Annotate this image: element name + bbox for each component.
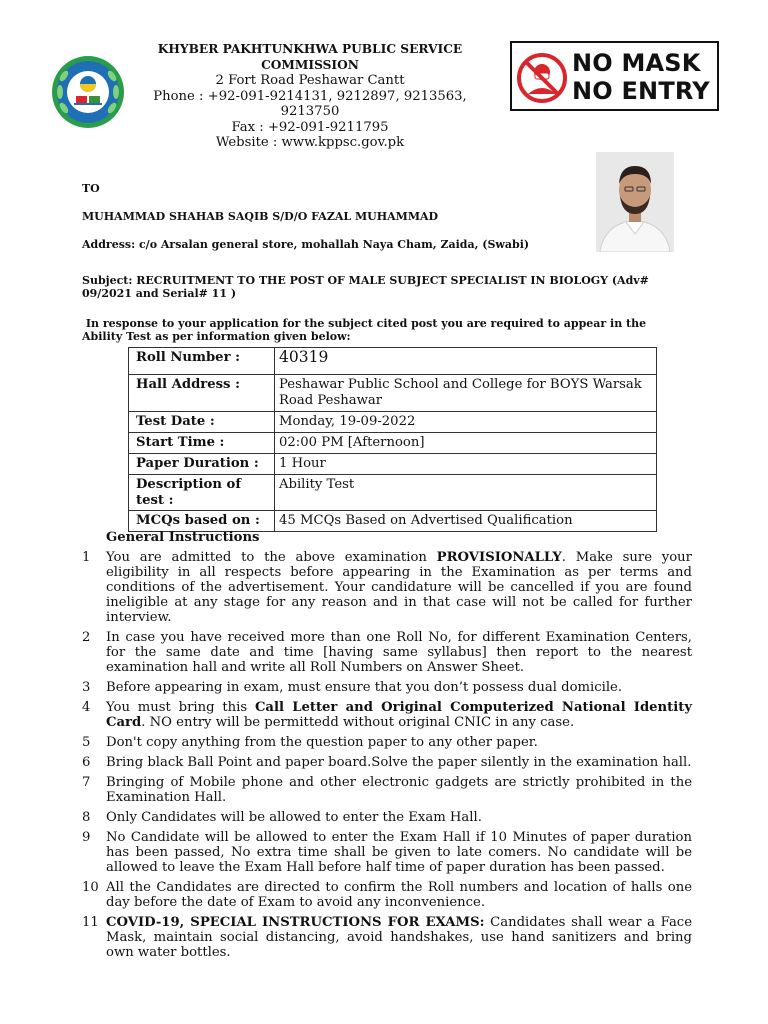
table-row xyxy=(129,475,657,511)
item-text: COVID-19, SPECIAL INSTRUCTIONS FOR EXAMS: Candidates shall wear a Face Mask, maintain social distancing, avoid handshakes, use hand sanitizers and bring own water bottles. xyxy=(106,915,692,960)
intro-text: In response to your application for the subject cited post you are required to appear in the Ability Test as per information given below: xyxy=(82,317,647,343)
list-item xyxy=(82,775,692,805)
general-instructions-title: General Instructions xyxy=(106,530,260,545)
item-number: 5 xyxy=(82,735,91,750)
row-label: Paper Duration : xyxy=(129,454,275,475)
mcqs-basis-value: 45 MCQs Based on Advertised Qualification xyxy=(275,511,657,532)
item-text: Don't copy anything from the question paper to any other paper. xyxy=(106,735,538,750)
banner-line-2: NO ENTRY xyxy=(572,77,710,105)
list-item xyxy=(82,550,692,625)
table-row xyxy=(129,454,657,475)
list-item xyxy=(82,830,692,875)
list-item xyxy=(82,915,692,960)
row-label: Roll Number : xyxy=(129,348,275,375)
banner-line-1: NO MASK xyxy=(572,49,701,77)
list-item xyxy=(82,735,692,750)
row-label: Start Time : xyxy=(129,433,275,454)
item-text: No Candidate will be allowed to enter the Exam Hall if 10 Minutes of paper duration has been passed, No extra time shall be given to late comers. No candidate will be allowed to leave the Exam Hall before half time of paper duration has been passed. xyxy=(106,830,692,875)
instructions-list xyxy=(82,550,692,965)
list-item xyxy=(82,700,692,730)
list-item xyxy=(82,680,692,695)
item-number: 4 xyxy=(82,700,91,715)
letterhead xyxy=(130,42,490,151)
item-number: 10 xyxy=(82,880,99,895)
intro-paragraph xyxy=(82,317,682,343)
item-number: 9 xyxy=(82,830,91,845)
to-label: TO xyxy=(82,182,100,195)
row-label: Description of test : xyxy=(129,475,275,511)
organization-phone: Phone : +92-091-9214131, 9212897, 9213563, 9213750 xyxy=(153,88,467,119)
no-mask-text xyxy=(572,49,710,105)
list-item xyxy=(82,755,692,770)
item-text: Only Candidates will be allowed to enter the Exam Hall. xyxy=(106,810,482,825)
roll-number-value: 40319 xyxy=(275,348,657,375)
list-item xyxy=(82,880,692,910)
item-number: 8 xyxy=(82,810,91,825)
item-number: 11 xyxy=(82,915,99,930)
item-text: In case you have received more than one Roll No, for different Examination Centers, for the same date and time [having same syllabus] then report to the nearest examination hall and write all Roll Numbers on Answer Sheet. xyxy=(106,630,692,675)
candidate-name: MUHAMMAD SHAHAB SAQIB S/D/O FAZAL MUHAMMAD xyxy=(82,210,439,223)
list-item xyxy=(82,630,692,675)
item-text: Before appearing in exam, must ensure that you don’t possess dual domicile. xyxy=(106,680,623,695)
table-row xyxy=(129,412,657,433)
row-label: Hall Address : xyxy=(129,375,275,412)
no-mask-banner xyxy=(510,41,719,111)
candidate-photo xyxy=(596,152,674,252)
kppsc-logo xyxy=(50,54,126,130)
table-row xyxy=(129,511,657,532)
row-label: Test Date : xyxy=(129,412,275,433)
subject-line: Subject: RECRUITMENT TO THE POST OF MALE SUBJECT SPECIALIST IN BIOLOGY (Adv# 09/2021 and Serial# 11 ) xyxy=(82,274,649,300)
item-text: All the Candidates are directed to confirm the Roll numbers and location of halls one day before the date of Exam to avoid any inconvenience. xyxy=(106,880,692,910)
no-mask-icon xyxy=(516,52,568,104)
item-text: Bringing of Mobile phone and other electronic gadgets are strictly prohibited in the Examination Hall. xyxy=(106,775,692,805)
candidate-address: Address: c/o Arsalan general store, mohallah Naya Cham, Zaida, (Swabi) xyxy=(82,238,530,251)
item-number: 2 xyxy=(82,630,91,645)
test-date-value: Monday, 19-09-2022 xyxy=(275,412,657,433)
paper-duration-value: 1 Hour xyxy=(275,454,657,475)
item-text: Bring black Ball Point and paper board.Solve the paper silently in the examination hall. xyxy=(106,755,692,770)
row-label: MCQs based on : xyxy=(129,511,275,532)
item-text: You must bring this Call Letter and Original Computerized National Identity Card. NO entry will be permittedd without original CNIC in any case. xyxy=(106,700,692,730)
list-item xyxy=(82,810,692,825)
item-number: 1 xyxy=(82,550,91,565)
exam-details-table xyxy=(128,347,657,532)
table-row xyxy=(129,433,657,454)
item-text: You are admitted to the above examination PROVISIONALLY. Make sure your eligibility in all respects before appearing in the Examination as per terms and conditions of the advertisement. Your candidature will be cancelled if you are found ineligible at any stage for any reason and in that case will not be called for further interview. xyxy=(106,550,692,625)
item-number: 3 xyxy=(82,680,91,695)
hall-address-value: Peshawar Public School and College for BOYS Warsak Road Peshawar xyxy=(275,375,657,412)
item-number: 7 xyxy=(82,775,91,790)
table-row xyxy=(129,375,657,412)
table-row xyxy=(129,348,657,375)
organization-address: 2 Fort Road Peshawar Cantt xyxy=(215,73,405,88)
organization-name: KHYBER PAKHTUNKHWA PUBLIC SERVICE COMMISSION xyxy=(157,42,463,72)
start-time-value: 02:00 PM [Afternoon] xyxy=(275,433,657,454)
test-description-value: Ability Test xyxy=(275,475,657,511)
organization-website[interactable]: Website : www.kppsc.gov.pk xyxy=(215,135,405,150)
item-number: 6 xyxy=(82,755,91,770)
organization-fax: Fax : +92-091-9211795 xyxy=(231,119,389,135)
